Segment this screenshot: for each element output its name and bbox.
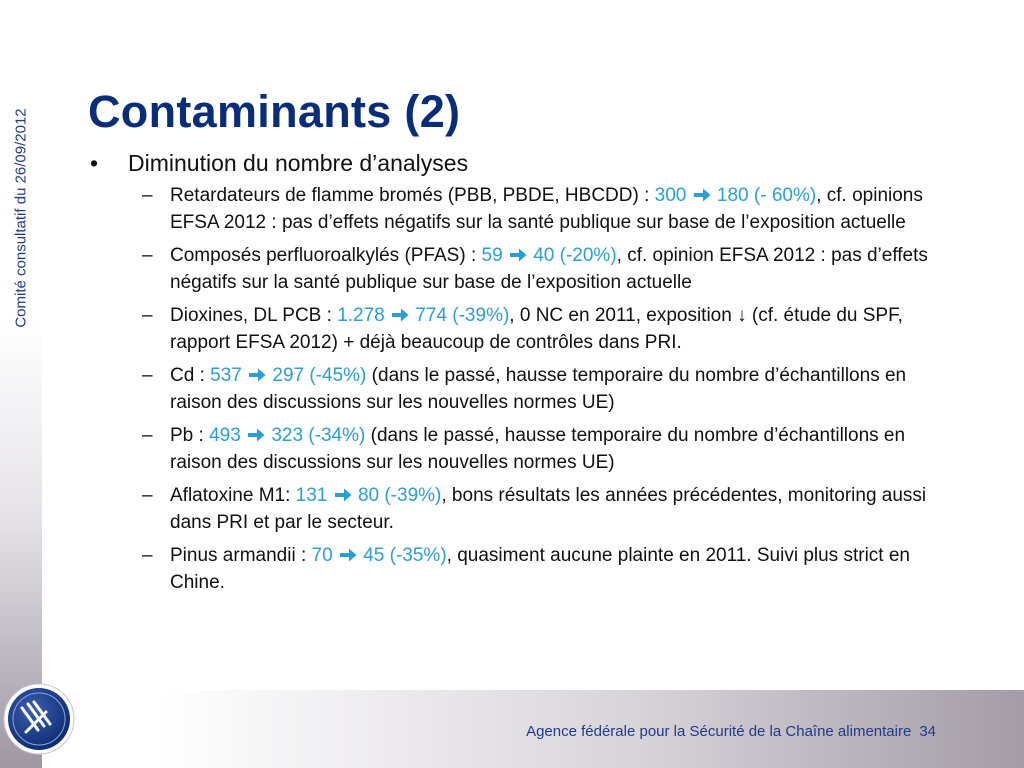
- count-change: (-45%): [309, 365, 367, 386]
- item-prefix: Dioxines, DL PCB :: [170, 305, 338, 326]
- count-before: 70: [311, 545, 333, 566]
- count-change: (- 60%): [753, 185, 817, 206]
- dash-marker: –: [142, 545, 153, 566]
- list-item: [88, 182, 948, 236]
- item-prefix: Pb :: [170, 425, 210, 446]
- item-rest: , bons résultats les années précédentes, monitoring aussi dans PRI et par le secteur.: [170, 485, 927, 533]
- count-after: 180: [716, 185, 749, 206]
- bullet-dot: •: [90, 150, 99, 176]
- main-bullet: [88, 148, 948, 178]
- count-change: (-20%): [559, 245, 617, 266]
- afsca-logo-icon: [2, 682, 76, 756]
- item-rest: , cf. opinions EFSA 2012 : pas d’effets négatifs sur la santé publique sur base de l’exposition actuelle: [170, 185, 923, 233]
- item-rest: (dans le passé, hausse temporaire du nombre d’échantillons en raison des discussions sur les nouvelles normes UE): [170, 365, 907, 413]
- count-before: 1.278: [337, 305, 385, 326]
- count-after: 45: [363, 545, 385, 566]
- count-before: 300: [654, 185, 687, 206]
- count-before: 493: [209, 425, 241, 446]
- dash-marker: –: [142, 245, 153, 266]
- sub-bullet-list: [88, 182, 948, 596]
- list-item: [88, 542, 948, 596]
- count-change: (-34%): [308, 425, 366, 446]
- page-title: Contaminants (2): [88, 86, 461, 137]
- right-arrow-icon: [692, 184, 712, 200]
- footer-agency: Agence fédérale pour la Sécurité de la Chaîne alimentaire: [526, 723, 912, 740]
- list-item: [88, 242, 948, 296]
- count-after: 323: [271, 425, 304, 446]
- count-before: 59: [481, 245, 503, 266]
- slide-content: [88, 148, 948, 602]
- right-arrow-icon: [508, 244, 528, 260]
- count-before: 537: [210, 365, 242, 386]
- dash-marker: –: [142, 485, 153, 506]
- page-number: 34: [919, 723, 936, 740]
- count-after: 80: [357, 485, 380, 506]
- item-prefix: Aflatoxine M1:: [170, 485, 296, 506]
- footer: [526, 723, 936, 740]
- item-rest: , quasiment aucune plainte en 2011. Suivi plus strict en Chine.: [170, 545, 910, 593]
- main-bullet-text: Diminution du nombre d’analyses: [128, 150, 469, 176]
- right-arrow-icon: [338, 544, 358, 560]
- item-prefix: Pinus armandii :: [170, 545, 312, 566]
- item-prefix: Cd :: [170, 365, 211, 386]
- dash-marker: –: [142, 185, 153, 206]
- list-item: [88, 482, 948, 536]
- item-prefix: Composés perfluoroalkylés (PFAS) :: [170, 245, 482, 266]
- count-change: (-35%): [389, 545, 447, 566]
- right-arrow-icon: [246, 424, 266, 440]
- item-prefix: Retardateurs de flamme bromés (PBB, PBDE, HBCDD) :: [170, 185, 655, 206]
- list-item: [88, 422, 948, 476]
- dash-marker: –: [142, 305, 153, 326]
- right-arrow-icon: [247, 364, 267, 380]
- item-rest: , cf. opinion EFSA 2012 : pas d’effets négatifs sur la santé publique sur base de l’exposition actuelle: [170, 245, 928, 293]
- right-arrow-icon: [333, 484, 353, 500]
- count-after: 40: [533, 245, 555, 266]
- item-rest: , 0 NC en 2011, exposition ↓ (cf. étude du SPF, rapport EFSA 2012) + déjà beaucoup de contrôles dans PRI.: [170, 305, 903, 353]
- list-item: [88, 302, 948, 356]
- sidebar-date-text: Comité consultatif du 26/09/2012: [12, 108, 30, 328]
- right-arrow-icon: [390, 304, 410, 320]
- count-after: 774: [415, 305, 447, 326]
- item-rest: (dans le passé, hausse temporaire du nombre d’échantillons en raison des discussions sur les nouvelles normes UE): [170, 425, 906, 473]
- dash-marker: –: [142, 365, 153, 386]
- dash-marker: –: [142, 425, 153, 446]
- count-change: (-39%): [452, 305, 510, 326]
- count-change: (-39%): [384, 485, 442, 506]
- count-after: 297: [272, 365, 305, 386]
- list-item: [88, 362, 948, 416]
- count-before: 131: [295, 485, 328, 506]
